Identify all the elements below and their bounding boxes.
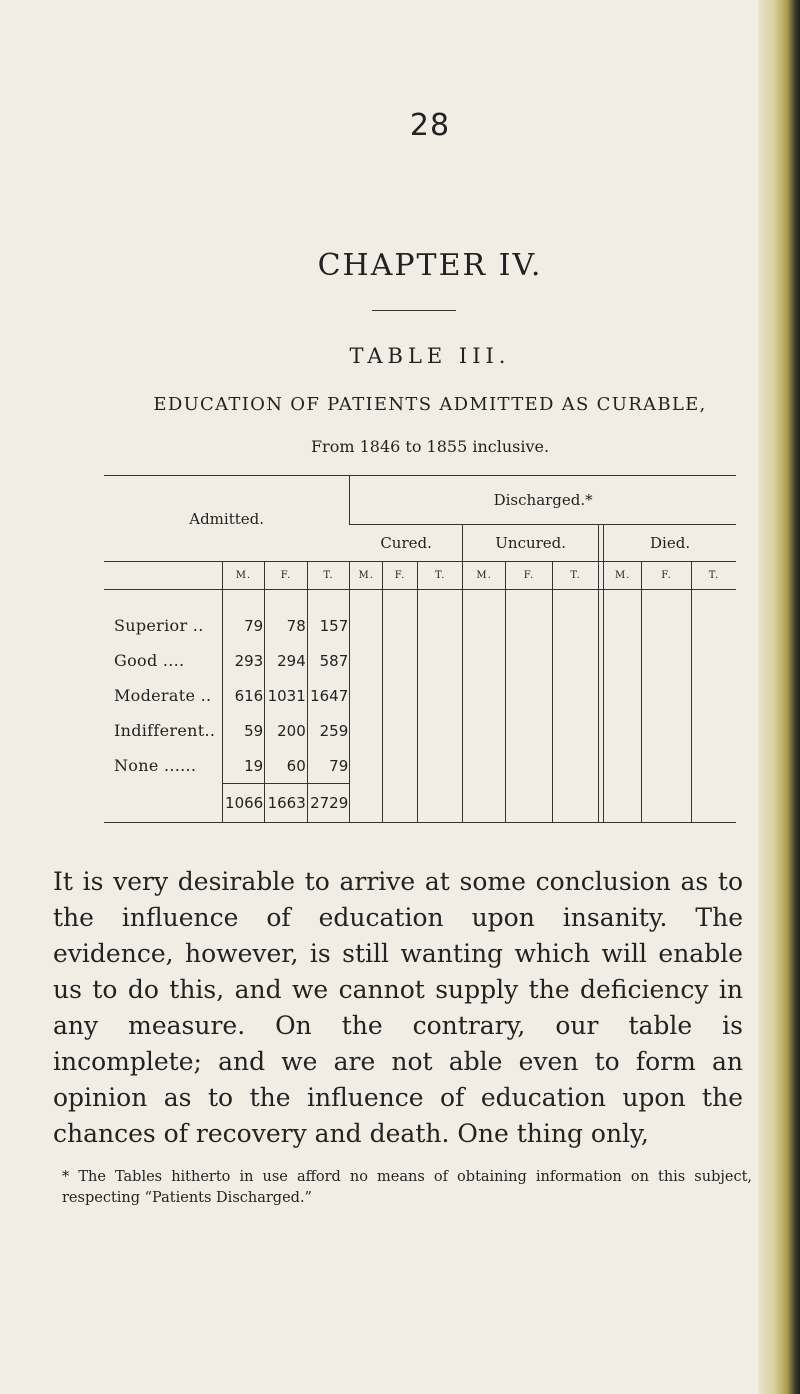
table-row — [104, 748, 736, 784]
table-subtitle: EDUCATION OF PATIENTS ADMITTED AS CURABLE, — [153, 394, 707, 415]
cured-f-header: F. — [383, 562, 418, 590]
admitted-f-header: F. — [265, 562, 308, 590]
total-m-cell: 1066 — [222, 784, 265, 823]
admitted-f-cell: 78 — [265, 608, 308, 643]
row-label: Good .... — [114, 651, 185, 670]
admitted-t-cell: 157 — [307, 608, 350, 643]
died-f-header: F. — [642, 562, 692, 590]
row-label: Superior .. — [114, 616, 204, 635]
admitted-t-header: T. — [307, 562, 350, 590]
uncured-header: Uncured. — [463, 525, 598, 562]
footnote: * The Tables hitherto in use afford no means of obtaining information on this subject, respecting “Patients Discharged.” — [62, 1169, 752, 1206]
total-f-cell: 1663 — [265, 784, 308, 823]
admitted-t-cell: 259 — [307, 713, 350, 748]
died-m-header: M. — [604, 562, 642, 590]
table-title: TABLE III. — [349, 344, 511, 368]
admitted-t-cell: 1647 — [307, 678, 350, 713]
admitted-f-cell: 1031 — [265, 678, 308, 713]
cured-m-header: M. — [350, 562, 383, 590]
admitted-m-cell: 616 — [222, 678, 265, 713]
died-header: Died. — [604, 525, 736, 562]
admitted-m-cell: 293 — [222, 643, 265, 678]
row-label: Indifferent.. — [114, 721, 216, 740]
admitted-f-cell: 294 — [265, 643, 308, 678]
admitted-f-cell: 60 — [265, 748, 308, 784]
admitted-t-cell: 587 — [307, 643, 350, 678]
total-t-cell: 2729 — [307, 784, 350, 823]
discharged-header: Discharged.* — [350, 476, 736, 525]
admitted-m-header: M. — [222, 562, 265, 590]
cured-header: Cured. — [350, 525, 463, 562]
admitted-t-cell: 79 — [307, 748, 350, 784]
admitted-header: Admitted. — [104, 476, 350, 562]
row-label: Moderate .. — [114, 686, 212, 705]
died-t-header: T. — [691, 562, 736, 590]
chapter-title: CHAPTER IV. — [317, 248, 543, 283]
table-row — [104, 678, 736, 713]
page-number: 28 — [409, 108, 451, 143]
body-paragraph: It is very desirable to arrive at some conclusion as to the influence of education upon insanity. The evidence, however, is still wanting which will enable us to do this, and we cannot supply the deficiency in any measure. On the contrary, our table is incomplete; and we are not able even to form an opinion as to the influence of education upon the chances of recovery and death. One thing only, — [53, 867, 743, 1148]
chapter-rule — [372, 310, 456, 311]
uncured-t-header: T. — [553, 562, 598, 590]
table-period: From 1846 to 1855 inclusive. — [310, 437, 550, 456]
blank-col-header — [104, 562, 222, 590]
admitted-m-cell: 79 — [222, 608, 265, 643]
cured-t-header: T. — [417, 562, 462, 590]
education-table — [104, 475, 736, 823]
table-row — [104, 643, 736, 678]
page-edge — [758, 0, 800, 1394]
admitted-m-cell: 19 — [222, 748, 265, 784]
table-row — [104, 713, 736, 748]
admitted-m-cell: 59 — [222, 713, 265, 748]
table-row — [104, 608, 736, 643]
totals-row — [104, 784, 736, 823]
admitted-f-cell: 200 — [265, 713, 308, 748]
uncured-m-header: M. — [463, 562, 505, 590]
uncured-f-header: F. — [505, 562, 553, 590]
row-label: None ...... — [114, 756, 197, 776]
